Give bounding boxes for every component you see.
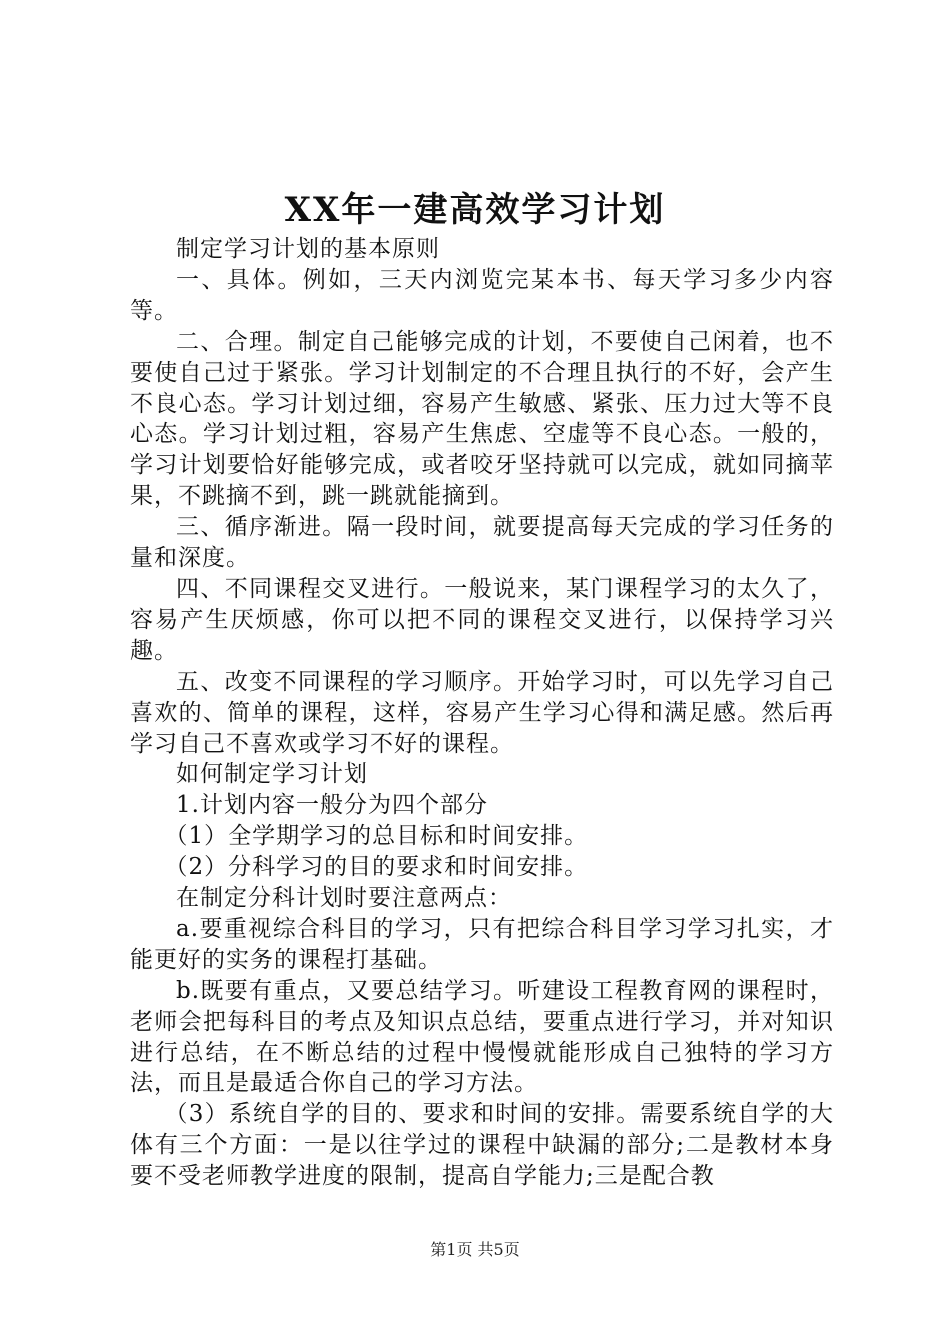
paragraph: 二、合理。制定自己能够完成的计划，不要使自己闲着，也不要使自己过于紧张。学习计划制定的不合理且执行的不好，会产生不良心态。学习计划过细，容易产生敏感、紧张、压力过大等不良心态。学习计划过粗，容易产生焦虑、空虚等不良心态。一般的，学习计划要恰好能够完成，或者咬牙坚持就可以完成，就如同摘苹果，不跳摘不到，跳一跳就能摘到。 xyxy=(130,328,834,510)
paragraph: 三、循序渐进。隔一段时间，就要提高每天完成的学习任务的量和深度。 xyxy=(130,514,834,572)
paragraph: 1.计划内容一般分为四个部分 xyxy=(176,792,488,819)
paragraph: 在制定分科计划时要注意两点： xyxy=(176,885,512,912)
document-title: XX年一建高效学习计划 xyxy=(284,190,666,230)
paragraph: 五、改变不同课程的学习顺序。开始学习时，可以先学习自己喜欢的、简单的课程，这样，容易产生学习心得和满足感。然后再学习自己不喜欢或学习不好的课程。 xyxy=(130,668,834,757)
document-body xyxy=(130,234,834,1192)
paragraph: （3）系统自学的目的、要求和时间的安排。需要系统自学的大体有三个方面：一是以往学过的课程中缺漏的部分;二是教材本身要不受老师教学进度的限制，提高自学能力;三是配合教 xyxy=(130,1101,834,1190)
paragraph: 如何制定学习计划 xyxy=(176,761,368,788)
page-number-footer: 第1页 共5页 xyxy=(430,1240,520,1259)
paragraph: （1）全学期学习的总目标和时间安排。 xyxy=(164,823,589,850)
paragraph: 一、具体。例如，三天内浏览完某本书、每天学习多少内容等。 xyxy=(130,266,834,324)
paragraph: a.要重视综合科目的学习，只有把综合科目学习学习扎实，才能更好的实务的课程打基础。 xyxy=(130,915,834,973)
paragraph: b.既要有重点，又要总结学习。听建设工程教育网的课程时，老师会把每科目的考点及知识点总结，要重点进行学习，并对知识进行总结，在不断总结的过程中慢慢就能形成自己独特的学习方法，而且是最适合你自己的学习方法。 xyxy=(130,977,834,1097)
paragraph: 制定学习计划的基本原则 xyxy=(176,236,440,262)
paragraph: 四、不同课程交叉进行。一般说来，某门课程学习的太久了，容易产生厌烦感，你可以把不同的课程交叉进行，以保持学习兴趣。 xyxy=(130,575,834,664)
paragraph: （2）分科学习的目的要求和时间安排。 xyxy=(164,854,589,881)
